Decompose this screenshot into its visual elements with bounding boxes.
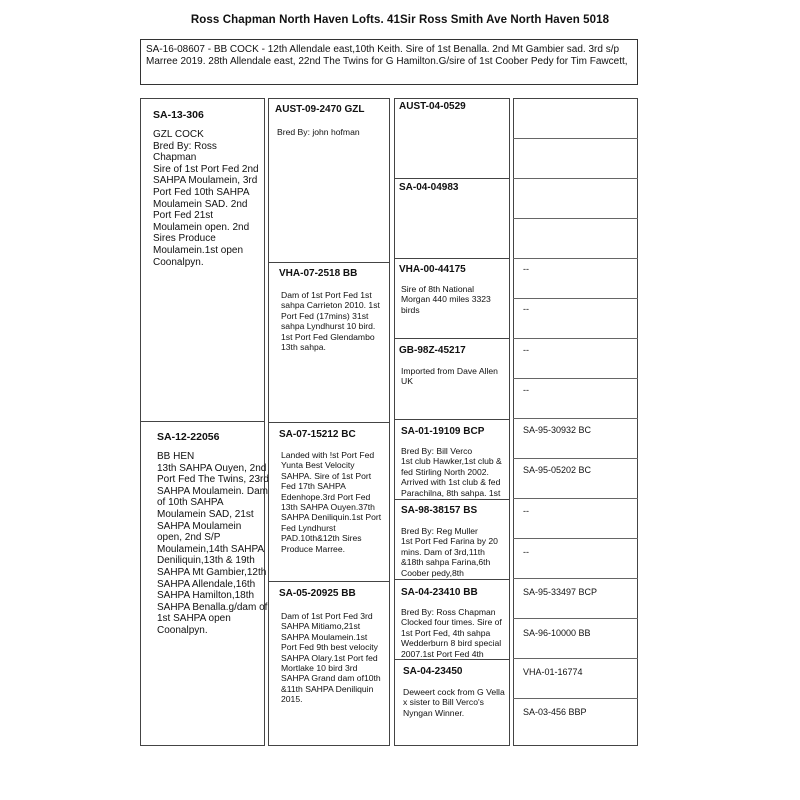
grandparent-details: Bred By: john hofman — [277, 127, 360, 137]
ggg-entry: SA-95-05202 BC — [523, 465, 592, 475]
ggg-divider — [513, 138, 638, 139]
great-grandparent-id: SA-04-23410 BB — [401, 587, 478, 598]
ggg-entry: -- — [523, 345, 529, 355]
dam-details: BB HEN 13th SAHPA Ouyen, 2nd Port Fed The Twins, 23rd SAHPA Moulamein. Dam of 10th SAHPA Moulamein SAD, 21st SAHPA Moulamein open, 2nd S/P Moulamein,14th SAHPA Deniliquin,13th & 19th SAHPA Mt Gambier,12th SAHPA Allendale,16th SAHPA Hamilton,18th SAHPA Benalla.g/dam of 1st SAHPA open Coonalpyn. — [157, 451, 269, 636]
ggg-divider — [513, 538, 638, 539]
great-grandparent-id: AUST-04-0529 — [399, 101, 466, 112]
ggg-divider — [513, 498, 638, 499]
great-grandparent-id: VHA-00-44175 — [399, 264, 466, 275]
ggg-divider — [513, 338, 638, 339]
page-title: Ross Chapman North Haven Lofts. 41Sir Ross Smith Ave North Haven 5018 — [190, 14, 610, 26]
ggg-entry: -- — [523, 547, 529, 557]
ggg-entry: VHA-01-16774 — [523, 667, 583, 677]
great-grandparent-id: SA-04-23450 — [403, 666, 463, 677]
great-grandparent-details: Bred By: Ross Chapman Clocked four times. Sire of 1st Port Fed, 4th sahpa Wedderburn 8 bird special 2007.1st Port Fed 4th — [401, 607, 502, 659]
ggg-divider — [513, 578, 638, 579]
ggg-divider — [513, 458, 638, 459]
dam-id: SA-12-22056 — [157, 431, 220, 443]
ggg-entry: SA-95-30932 BC — [523, 425, 592, 435]
great-grandparent-id: SA-04-04983 — [399, 182, 459, 193]
sire-id: SA-13-306 — [153, 109, 204, 121]
grandparent-id: AUST-09-2470 GZL — [275, 104, 365, 115]
ggg-entry: -- — [523, 506, 529, 516]
ggg-divider — [513, 698, 638, 699]
grandparent-id: VHA-07-2518 BB — [279, 268, 358, 279]
ggg-divider — [513, 218, 638, 219]
ggg-divider — [513, 298, 638, 299]
subject-bird-summary: SA-16-08607 - BB COCK - 12th Allendale east,10th Keith. Sire of 1st Benalla. 2nd Mt Gambier sad. 3rd s/p Marree 2019. 28th Allendale east, 22nd The Twins for G Hamilton.G/sire of 1st Coober Pedy for Tim Fawcett, — [140, 39, 638, 85]
ggg-entry: -- — [523, 385, 529, 395]
great-grandparent-id: SA-98-38157 BS — [401, 505, 478, 516]
grandparent-id: SA-07-15212 BC — [279, 429, 356, 440]
grandparent-details: Landed with !st Port Fed Yunta Best Velocity SAHPA. Sire of 1st Port Fed 17th SAHPA Edenhope.3rd Port Fed 13th SAHPA Ouyen.37th SAHPA Deniliquin.1st Port Fed Lyndhurst PAD.10th&12th Sires Produce Marree. — [281, 450, 382, 554]
great-grandparent-details: Bred By: Bill Verco 1st club Hawker,1st club & fed Stirling North 2002. Arrived with 1st club & fed Parachilna, 8th sahpa. 1st — [401, 446, 502, 498]
ggg-divider — [513, 378, 638, 379]
great-grandparent-details: Imported from Dave Allen UK — [401, 366, 498, 387]
ggg-divider — [513, 618, 638, 619]
ggg-entry: SA-95-33497 BCP — [523, 587, 598, 597]
grandparent-id: SA-05-20925 BB — [279, 588, 356, 599]
ggg-divider — [513, 258, 638, 259]
ggg-divider — [513, 658, 638, 659]
great-grandparent-details: Sire of 8th National Morgan 440 miles 3323 birds — [401, 284, 491, 315]
grandparent-details: Dam of 1st Port Fed 1st sahpa Carrieton 2010. 1st Port Fed (17mins) 31st sahpa Lyndhurst 10 bird. 1st Port Fed Glendambo 13th sahpa. — [281, 290, 380, 353]
great-grandparent-details: Deweert cock from G Vella x sister to Bill Verco's Nyngan Winner. — [403, 687, 505, 718]
ggg-divider — [513, 178, 638, 179]
ggg-entry: SA-96-10000 BB — [523, 628, 591, 638]
great-grandparent-id: GB-98Z-45217 — [399, 345, 466, 356]
great-grandparent-id: SA-01-19109 BCP — [401, 426, 485, 437]
grandparent-cell — [268, 98, 390, 263]
ggg-divider — [513, 418, 638, 419]
great-grandparent-details: Bred By: Reg Muller 1st Port Fed Farina by 20 mins. Dam of 3rd,11th &18th sahpa Farina,6th Coober pedy,8th — [401, 526, 498, 578]
ggg-entry: SA-03-456 BBP — [523, 707, 587, 717]
ggg-entry: -- — [523, 304, 529, 314]
ggg-entry: -- — [523, 264, 529, 274]
sire-details: GZL COCK Bred By: Ross Chapman Sire of 1st Port Fed 2nd SAHPA Moulamein, 3rd Port Fed 10th SAHPA Moulamein SAD. 2nd Port Fed 21st Moulamein open. 2nd Sires Produce Moulamein.1st open Coonalpyn. — [153, 129, 259, 268]
ggg-cell — [513, 98, 638, 746]
grandparent-details: Dam of 1st Port Fed 3rd SAHPA Mitiamo,21st SAHPA Moulamein.1st Port Fed 9th best velocity SAHPA Olary.1st Port fed Mortlake 10 bird 3rd SAHPA Grand dam of10th &11th SAHPA Deniliquin 2015. — [281, 611, 381, 705]
